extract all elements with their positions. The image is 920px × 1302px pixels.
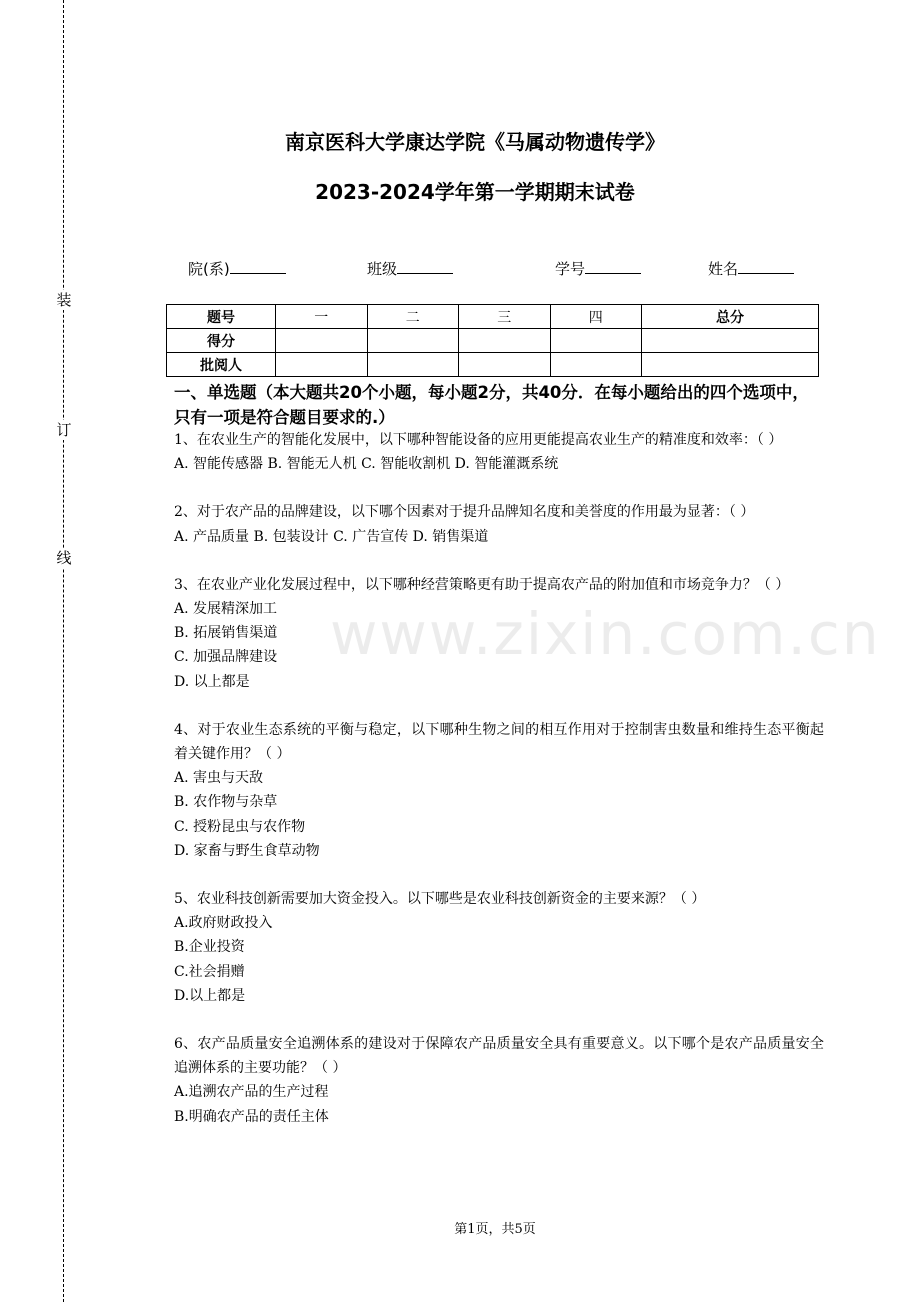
question-option: C. 加强品牌建设 bbox=[174, 649, 278, 666]
score-table-row bbox=[167, 329, 819, 353]
question-option: D. 家畜与野生食草动物 bbox=[174, 842, 320, 859]
question-option: D.以上都是 bbox=[174, 987, 246, 1004]
binding-char-xian: 线 bbox=[54, 548, 74, 568]
class-blank[interactable] bbox=[397, 258, 453, 274]
question-item bbox=[174, 573, 824, 694]
student-id-blank[interactable] bbox=[585, 258, 641, 274]
class-field[interactable] bbox=[367, 258, 453, 279]
question-option: A.追溯农产品的生产过程 bbox=[174, 1084, 329, 1101]
score-cell[interactable] bbox=[642, 329, 819, 353]
binding-char-zhuang: 装 bbox=[54, 290, 74, 310]
name-field[interactable] bbox=[708, 258, 794, 279]
dept-blank[interactable] bbox=[230, 258, 286, 274]
exam-subtitle: 2023-2024学年第一学期期末试卷 bbox=[315, 180, 635, 204]
question-option: B. 农作物与杂草 bbox=[174, 794, 278, 811]
score-row-label: 得分 bbox=[167, 329, 276, 353]
name-blank[interactable] bbox=[738, 258, 794, 274]
question-item bbox=[174, 718, 824, 863]
question-item bbox=[174, 1032, 824, 1129]
watermark: www.zixin.com.cn bbox=[330, 600, 881, 668]
question-option: C.社会捐赠 bbox=[174, 963, 245, 980]
score-cell[interactable] bbox=[550, 329, 642, 353]
question-option: A. 发展精深加工 bbox=[174, 601, 278, 618]
student-info-row bbox=[0, 258, 920, 280]
student-id-label: 学号 bbox=[555, 260, 586, 278]
question-stem: 3、在农业产业化发展过程中，以下哪种经营策略更有助于提高农产品的附加值和市场竞争力？（ ） bbox=[174, 576, 790, 593]
dept-label: 院(系) bbox=[188, 260, 230, 278]
score-header-cell: 总分 bbox=[642, 305, 819, 329]
section-heading: 一、单选题（本大题共20个小题，每小题2分，共40分．在每小题给出的四个选项中，只有一项是符合题目要求的.） bbox=[174, 383, 809, 427]
binding-char-ding: 订 bbox=[54, 420, 74, 440]
score-row-label: 批阅人 bbox=[167, 353, 276, 377]
score-header-cell: 一 bbox=[276, 305, 368, 329]
question-option: B.企业投资 bbox=[174, 939, 245, 956]
score-cell[interactable] bbox=[367, 353, 459, 377]
score-table-row bbox=[167, 353, 819, 377]
question-stem: 1、在农业生产的智能化发展中，以下哪种智能设备的应用更能提高农业生产的精准度和效率：（ ） bbox=[174, 432, 783, 448]
score-cell[interactable] bbox=[550, 353, 642, 377]
score-cell[interactable] bbox=[459, 353, 551, 377]
score-cell[interactable] bbox=[459, 329, 551, 353]
score-cell[interactable] bbox=[276, 353, 368, 377]
student-id-field[interactable] bbox=[555, 258, 641, 279]
score-header-cell: 三 bbox=[459, 305, 551, 329]
question-item bbox=[174, 428, 824, 476]
score-table bbox=[166, 304, 819, 377]
question-list bbox=[174, 428, 824, 1153]
question-option: D. 以上都是 bbox=[174, 673, 250, 690]
score-table-header-row bbox=[167, 305, 819, 329]
class-label: 班级 bbox=[367, 260, 398, 278]
question-stem: 6、农产品质量安全追溯体系的建设对于保障农产品质量安全具有重要意义。以下哪个是农产品质量安全追溯体系的主要功能？（ ） bbox=[174, 1036, 824, 1077]
question-option: A.政府财政投入 bbox=[174, 915, 273, 932]
score-header-cell: 四 bbox=[550, 305, 642, 329]
question-option: A. 害虫与天敌 bbox=[174, 770, 264, 787]
question-item bbox=[174, 500, 824, 548]
name-label: 姓名 bbox=[708, 260, 739, 278]
question-option: B. 拓展销售渠道 bbox=[174, 625, 278, 642]
exam-title: 南京医科大学康达学院《马属动物遗传学》 bbox=[285, 130, 665, 154]
dept-field[interactable] bbox=[188, 258, 286, 279]
score-header-cell: 二 bbox=[367, 305, 459, 329]
question-option: A. 产品质量 B. 包装设计 C. 广告宣传 D. 销售渠道 bbox=[174, 528, 489, 545]
question-option: C. 授粉昆虫与农作物 bbox=[174, 818, 306, 835]
question-option: A. 智能传感器 B. 智能无人机 C. 智能收割机 D. 智能灌溉系统 bbox=[174, 456, 559, 473]
question-option: B.明确农产品的责任主体 bbox=[174, 1108, 329, 1125]
question-stem: 5、农业科技创新需要加大资金投入。以下哪些是农业科技创新资金的主要来源？（ ） bbox=[174, 891, 706, 908]
score-cell[interactable] bbox=[367, 329, 459, 353]
question-stem: 2、对于农产品的品牌建设，以下哪个因素对于提升品牌知名度和美誉度的作用最为显著：（ ） bbox=[174, 504, 755, 521]
score-cell[interactable] bbox=[276, 329, 368, 353]
score-cell[interactable] bbox=[642, 353, 819, 377]
page-footer: 第1页，共5页 bbox=[454, 1222, 536, 1237]
question-item bbox=[174, 887, 824, 1008]
score-header-cell: 题号 bbox=[167, 305, 276, 329]
question-stem: 4、对于农业生态系统的平衡与稳定，以下哪种生物之间的相互作用对于控制害虫数量和维持生态平衡起着关键作用？（ ） bbox=[174, 721, 824, 763]
